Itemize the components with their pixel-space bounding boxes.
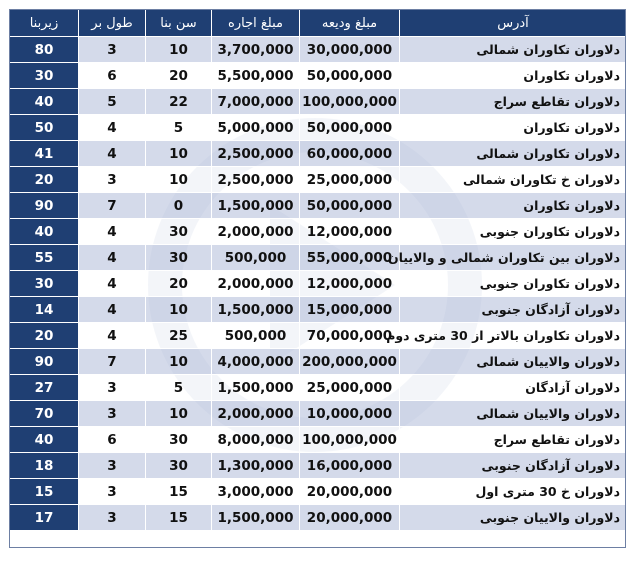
cell-address: دلاوران تکاوران شمالی bbox=[400, 37, 627, 63]
cell-area: 40 bbox=[10, 219, 79, 245]
table-header-row bbox=[10, 10, 627, 37]
cell-rent: 3,000,000 bbox=[212, 479, 300, 505]
header-address: آدرس bbox=[400, 10, 627, 37]
table-row bbox=[10, 427, 627, 453]
table-row bbox=[10, 245, 627, 271]
cell-deposit: 100,000,000 bbox=[300, 89, 400, 115]
cell-age: 15 bbox=[146, 505, 212, 531]
cell-deposit: 20,000,000 bbox=[300, 479, 400, 505]
cell-age: 20 bbox=[146, 271, 212, 297]
cell-area: 90 bbox=[10, 193, 79, 219]
cell-area: 30 bbox=[10, 271, 79, 297]
table-row bbox=[10, 271, 627, 297]
cell-frontage: 3 bbox=[79, 453, 146, 479]
table-row bbox=[10, 141, 627, 167]
table-row bbox=[10, 401, 627, 427]
cell-rent: 2,500,000 bbox=[212, 167, 300, 193]
table-row bbox=[10, 349, 627, 375]
table-row bbox=[10, 297, 627, 323]
cell-age: 10 bbox=[146, 401, 212, 427]
header-deposit: مبلغ ودیعه bbox=[300, 10, 400, 37]
cell-area: 55 bbox=[10, 245, 79, 271]
cell-deposit: 50,000,000 bbox=[300, 63, 400, 89]
table-row bbox=[10, 115, 627, 141]
cell-area: 90 bbox=[10, 349, 79, 375]
cell-frontage: 3 bbox=[79, 37, 146, 63]
cell-frontage: 4 bbox=[79, 219, 146, 245]
cell-address: دلاوران تکاوران جنوبی bbox=[400, 219, 627, 245]
cell-area: 40 bbox=[10, 89, 79, 115]
cell-frontage: 6 bbox=[79, 427, 146, 453]
cell-area: 27 bbox=[10, 375, 79, 401]
cell-frontage: 4 bbox=[79, 323, 146, 349]
cell-address: دلاوران تکاوران جنوبی bbox=[400, 271, 627, 297]
cell-deposit: 70,000,000 bbox=[300, 323, 400, 349]
cell-address: دلاوران تقاطع سراج bbox=[400, 427, 627, 453]
cell-frontage: 3 bbox=[79, 479, 146, 505]
cell-frontage: 7 bbox=[79, 193, 146, 219]
cell-frontage: 4 bbox=[79, 115, 146, 141]
cell-deposit: 60,000,000 bbox=[300, 141, 400, 167]
cell-area: 80 bbox=[10, 37, 79, 63]
cell-area: 40 bbox=[10, 427, 79, 453]
cell-deposit: 25,000,000 bbox=[300, 167, 400, 193]
cell-area: 15 bbox=[10, 479, 79, 505]
cell-rent: 3,700,000 bbox=[212, 37, 300, 63]
cell-frontage: 4 bbox=[79, 271, 146, 297]
cell-address: دلاوران تکاوران bbox=[400, 63, 627, 89]
table-row bbox=[10, 167, 627, 193]
cell-frontage: 3 bbox=[79, 401, 146, 427]
cell-age: 30 bbox=[146, 453, 212, 479]
cell-address: دلاوران آزادگان bbox=[400, 375, 627, 401]
cell-deposit: 12,000,000 bbox=[300, 271, 400, 297]
cell-age: 22 bbox=[146, 89, 212, 115]
cell-address: دلاوران خ 30 متری اول bbox=[400, 479, 627, 505]
cell-rent: 2,500,000 bbox=[212, 141, 300, 167]
cell-frontage: 7 bbox=[79, 349, 146, 375]
cell-address: دلاوران تکاوران bbox=[400, 115, 627, 141]
table-row bbox=[10, 219, 627, 245]
cell-address: دلاوران آزادگان جنوبی bbox=[400, 297, 627, 323]
cell-deposit: 50,000,000 bbox=[300, 193, 400, 219]
cell-deposit: 16,000,000 bbox=[300, 453, 400, 479]
table-row bbox=[10, 89, 627, 115]
cell-address: دلاوران والاییان جنوبی bbox=[400, 505, 627, 531]
cell-rent: 5,500,000 bbox=[212, 63, 300, 89]
cell-rent: 500,000 bbox=[212, 245, 300, 271]
cell-area: 20 bbox=[10, 167, 79, 193]
cell-address: دلاوران تکاوران بالاتر از 30 متری دوم bbox=[400, 323, 627, 349]
table-row bbox=[10, 375, 627, 401]
cell-age: 10 bbox=[146, 349, 212, 375]
cell-address: دلاوران والاییان شمالی bbox=[400, 401, 627, 427]
cell-address: دلاوران خ تکاوران شمالی bbox=[400, 167, 627, 193]
cell-frontage: 4 bbox=[79, 245, 146, 271]
cell-rent: 4,000,000 bbox=[212, 349, 300, 375]
header-rent: مبلغ اجاره bbox=[212, 10, 300, 37]
table-row bbox=[10, 479, 627, 505]
cell-frontage: 6 bbox=[79, 63, 146, 89]
cell-deposit: 15,000,000 bbox=[300, 297, 400, 323]
table-row bbox=[10, 505, 627, 531]
cell-age: 15 bbox=[146, 479, 212, 505]
cell-address: دلاوران والاییان شمالی bbox=[400, 349, 627, 375]
rent-listing-table bbox=[9, 9, 627, 531]
cell-area: 70 bbox=[10, 401, 79, 427]
cell-age: 0 bbox=[146, 193, 212, 219]
cell-rent: 8,000,000 bbox=[212, 427, 300, 453]
cell-area: 50 bbox=[10, 115, 79, 141]
cell-rent: 5,000,000 bbox=[212, 115, 300, 141]
cell-rent: 1,500,000 bbox=[212, 193, 300, 219]
cell-deposit: 25,000,000 bbox=[300, 375, 400, 401]
cell-address: دلاوران تکاوران شمالی bbox=[400, 141, 627, 167]
cell-age: 20 bbox=[146, 63, 212, 89]
cell-age: 5 bbox=[146, 375, 212, 401]
cell-deposit: 20,000,000 bbox=[300, 505, 400, 531]
cell-age: 10 bbox=[146, 141, 212, 167]
cell-address: دلاوران آزادگان جنوبی bbox=[400, 453, 627, 479]
cell-deposit: 50,000,000 bbox=[300, 115, 400, 141]
cell-address: دلاوران بین تکاوران شمالی و والاییان bbox=[400, 245, 627, 271]
cell-age: 30 bbox=[146, 427, 212, 453]
cell-frontage: 4 bbox=[79, 297, 146, 323]
cell-frontage: 3 bbox=[79, 505, 146, 531]
header-age: سن بنا bbox=[146, 10, 212, 37]
cell-deposit: 10,000,000 bbox=[300, 401, 400, 427]
cell-rent: 1,500,000 bbox=[212, 375, 300, 401]
cell-area: 41 bbox=[10, 141, 79, 167]
cell-deposit: 100,000,000 bbox=[300, 427, 400, 453]
cell-frontage: 3 bbox=[79, 167, 146, 193]
cell-area: 20 bbox=[10, 323, 79, 349]
cell-rent: 1,300,000 bbox=[212, 453, 300, 479]
cell-age: 10 bbox=[146, 297, 212, 323]
table-row bbox=[10, 453, 627, 479]
table-row bbox=[10, 193, 627, 219]
cell-rent: 7,000,000 bbox=[212, 89, 300, 115]
cell-rent: 2,000,000 bbox=[212, 271, 300, 297]
cell-age: 5 bbox=[146, 115, 212, 141]
cell-rent: 500,000 bbox=[212, 323, 300, 349]
table-row bbox=[10, 323, 627, 349]
header-area: زیربنا bbox=[10, 10, 79, 37]
cell-age: 30 bbox=[146, 219, 212, 245]
cell-deposit: 200,000,000 bbox=[300, 349, 400, 375]
cell-area: 30 bbox=[10, 63, 79, 89]
cell-rent: 2,000,000 bbox=[212, 401, 300, 427]
cell-deposit: 12,000,000 bbox=[300, 219, 400, 245]
cell-rent: 2,000,000 bbox=[212, 219, 300, 245]
cell-frontage: 5 bbox=[79, 89, 146, 115]
cell-age: 10 bbox=[146, 37, 212, 63]
cell-area: 14 bbox=[10, 297, 79, 323]
cell-frontage: 3 bbox=[79, 375, 146, 401]
table-row bbox=[10, 37, 627, 63]
cell-area: 17 bbox=[10, 505, 79, 531]
cell-rent: 1,500,000 bbox=[212, 297, 300, 323]
cell-deposit: 55,000,000 bbox=[300, 245, 400, 271]
cell-age: 10 bbox=[146, 167, 212, 193]
table-row bbox=[10, 63, 627, 89]
cell-address: دلاوران تقاطع سراج bbox=[400, 89, 627, 115]
cell-frontage: 4 bbox=[79, 141, 146, 167]
header-frontage: طول بر bbox=[79, 10, 146, 37]
cell-address: دلاوران تکاوران bbox=[400, 193, 627, 219]
cell-area: 18 bbox=[10, 453, 79, 479]
cell-age: 25 bbox=[146, 323, 212, 349]
cell-rent: 1,500,000 bbox=[212, 505, 300, 531]
cell-age: 30 bbox=[146, 245, 212, 271]
cell-deposit: 30,000,000 bbox=[300, 37, 400, 63]
